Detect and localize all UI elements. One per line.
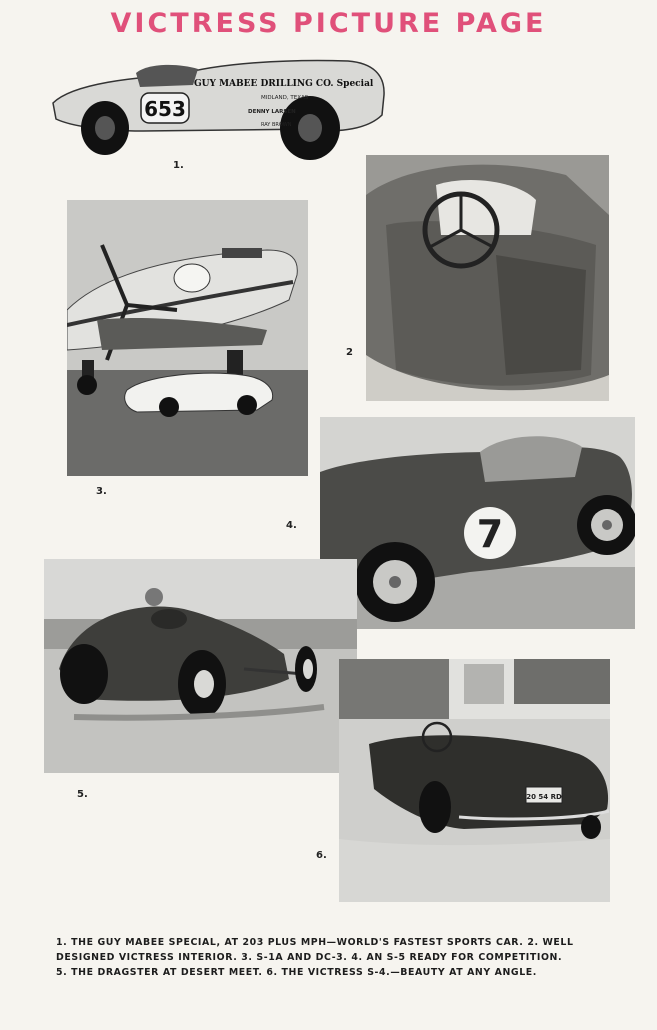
page-title: VICTRESS PICTURE PAGE — [110, 8, 547, 39]
interior-image — [366, 155, 609, 401]
photo-1-race-car — [48, 55, 388, 163]
car-lettering-sponsor: GUY MABEE DRILLING CO. Special — [194, 79, 374, 89]
photo-2-interior — [366, 155, 609, 401]
caption-line-1: 1. THE GUY MABEE SPECIAL, AT 203 PLUS MPH—WORLD'S FASTEST SPORTS CAR. 2. WELL — [56, 937, 574, 948]
photo-3-airplane — [67, 200, 308, 476]
photo-5-number: 5. — [77, 789, 88, 800]
car-lettering-builder: RAY BROWN — [261, 122, 292, 128]
airplane-image — [67, 200, 308, 476]
photo-6-roadster — [339, 659, 610, 902]
photo-6-number: 6. — [316, 850, 327, 861]
photo-1-number: 1. — [173, 160, 184, 171]
caption-line-2: DESIGNED VICTRESS INTERIOR. 3. S-1A AND DC-3. 4. AN S-5 READY FOR COMPETITION. — [56, 952, 563, 963]
car-number-653: 653 — [144, 97, 186, 121]
photo-4-race-car — [320, 417, 635, 629]
car-number-7: 7 — [476, 512, 504, 556]
photo-captions — [56, 935, 608, 980]
roadster-image — [339, 659, 610, 902]
caption-line-3: 5. THE DRAGSTER AT DESERT MEET. 6. THE VICTRESS S-4.—BEAUTY AT ANY ANGLE. — [56, 967, 537, 978]
photo-5-dragster — [44, 559, 357, 773]
car-lettering-city: MIDLAND, TEXAS — [261, 95, 309, 101]
race-car-image — [48, 55, 388, 163]
race-car-7-image — [320, 417, 635, 629]
car-lettering-driver: DENNY LARSEN — [248, 109, 296, 115]
license-plate: 20 54 RD — [526, 793, 562, 801]
dragster-image — [44, 559, 357, 773]
photo-4-number: 4. — [286, 520, 297, 531]
photo-3-number: 3. — [96, 486, 107, 497]
photo-2-number: 2 — [346, 347, 353, 358]
